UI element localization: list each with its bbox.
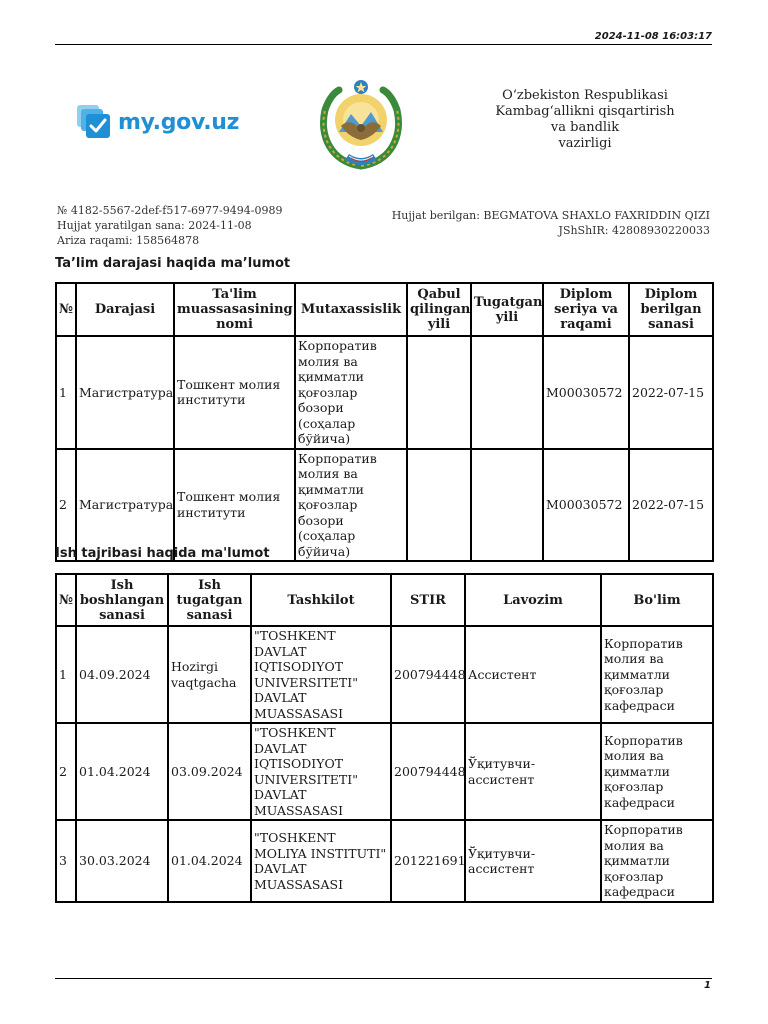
table-cell: 201221691 xyxy=(391,820,465,902)
col-header: Lavozim xyxy=(465,574,601,626)
col-header: Tashkilot xyxy=(251,574,391,626)
table-cell: Корпоратив молия ва қимматли қоғозлар кафедраси xyxy=(601,820,713,902)
table-cell: Корпоратив молия ва қимматли қоғозлар бозори (соҳалар бўйича) xyxy=(295,449,407,562)
ministry-line-4: vazirligi xyxy=(558,136,612,151)
table-row xyxy=(56,723,713,820)
issued-to: Hujjat berilgan: BEGMATOVA SHAXLO FAXRIDDIN QIZI xyxy=(391,209,710,222)
table-cell xyxy=(407,449,471,562)
table-cell: Ўқитувчи-ассистент xyxy=(465,723,601,820)
page-number: 1 xyxy=(704,980,711,991)
col-header: Darajasi xyxy=(76,283,174,336)
col-header: № xyxy=(56,574,76,626)
table-row xyxy=(56,449,713,562)
ministry-line-2: Kambag‘allikni qisqartirish xyxy=(495,104,675,119)
table-cell: M00030572 xyxy=(543,449,629,562)
table-cell: 3 xyxy=(56,820,76,902)
checkmark-logo-icon xyxy=(76,104,112,140)
table-cell: "TOSHKENT MOLIYA INSTITUTI" DAVLAT MUASSASASI xyxy=(251,820,391,902)
table-cell xyxy=(471,336,543,449)
table-cell: 1 xyxy=(56,626,76,723)
col-header: Qabul qilingan yili xyxy=(407,283,471,336)
col-header: Mutaxassislik xyxy=(295,283,407,336)
col-header: Ta'lim muassasasining nomi xyxy=(174,283,295,336)
state-emblem-icon xyxy=(311,74,411,174)
table-cell: 200794448 xyxy=(391,723,465,820)
jshshir: JShShIR: 42808930220033 xyxy=(558,224,710,237)
table-row xyxy=(56,626,713,723)
table-cell: Корпоратив молия ва қимматли қоғозлар кафедраси xyxy=(601,723,713,820)
table-cell: 2022-07-15 xyxy=(629,336,713,449)
table-cell: Магистратура xyxy=(76,336,174,449)
logo-text: my.gov.uz xyxy=(118,109,240,135)
table-cell: 01.04.2024 xyxy=(168,820,251,902)
table-cell: Hozirgi vaqtgacha xyxy=(168,626,251,723)
ministry-line-1: O‘zbekiston Respublikasi xyxy=(502,88,668,103)
table-cell: 01.04.2024 xyxy=(76,723,168,820)
work-header-row xyxy=(56,574,713,626)
table-row xyxy=(56,336,713,449)
table-row xyxy=(56,820,713,902)
education-section-title: Ta’lim darajasi haqida ma’lumot xyxy=(55,256,291,271)
col-header: STIR xyxy=(391,574,465,626)
document-created-date: Hujjat yaratilgan sana: 2024-11-08 xyxy=(57,219,252,232)
document-meta xyxy=(57,203,282,248)
table-cell: Корпоратив молия ва қимматли қоғозлар кафедраси xyxy=(601,626,713,723)
print-timestamp: 2024-11-08 16:03:17 xyxy=(594,31,712,42)
table-cell: Тошкент молия институти xyxy=(174,336,295,449)
ministry-line-3: va bandlik xyxy=(550,120,620,135)
table-cell: Ўқитувчи-ассистент xyxy=(465,820,601,902)
col-header: Ish tugatgan sanasi xyxy=(168,574,251,626)
table-cell: 04.09.2024 xyxy=(76,626,168,723)
table-cell: 30.03.2024 xyxy=(76,820,168,902)
col-header: Tugatgan yili xyxy=(471,283,543,336)
table-cell: 1 xyxy=(56,336,76,449)
col-header: Diplom seriya va raqami xyxy=(543,283,629,336)
ministry-name xyxy=(490,88,680,152)
work-section-title: Ish tajribasi haqida ma'lumot xyxy=(55,546,270,561)
work-table xyxy=(55,573,714,903)
mygov-logo xyxy=(76,104,239,140)
table-cell: "TOSHKENT DAVLAT IQTISODIYOT UNIVERSITETI" DAVLAT MUASSASASI xyxy=(251,626,391,723)
bottom-divider xyxy=(55,978,712,979)
col-header: Ish boshlangan sanasi xyxy=(76,574,168,626)
col-header: Bo'lim xyxy=(601,574,713,626)
table-cell: Магистратура xyxy=(76,449,174,562)
table-cell: 2022-07-15 xyxy=(629,449,713,562)
education-header-row xyxy=(56,283,713,336)
col-header: № xyxy=(56,283,76,336)
table-cell: M00030572 xyxy=(543,336,629,449)
table-cell: Корпоратив молия ва қимматли қоғозлар бозори (соҳалар бўйича) xyxy=(295,336,407,449)
table-cell: "TOSHKENT DAVLAT IQTISODIYOT UNIVERSITETI" DAVLAT MUASSASASI xyxy=(251,723,391,820)
education-table xyxy=(55,282,714,562)
table-cell: 2 xyxy=(56,723,76,820)
table-cell: Тошкент молия институти xyxy=(174,449,295,562)
col-header: Diplom berilgan sanasi xyxy=(629,283,713,336)
top-divider xyxy=(55,44,712,45)
table-cell: 03.09.2024 xyxy=(168,723,251,820)
table-cell xyxy=(407,336,471,449)
table-cell: 2 xyxy=(56,449,76,562)
table-cell: Ассистент xyxy=(465,626,601,723)
recipient-meta xyxy=(392,208,710,238)
table-cell xyxy=(471,449,543,562)
application-number: Ariza raqami: 158564878 xyxy=(57,234,200,247)
table-cell: 200794448 xyxy=(391,626,465,723)
document-number: № 4182-5567-2def-f517-6977-9494-0989 xyxy=(57,204,283,217)
